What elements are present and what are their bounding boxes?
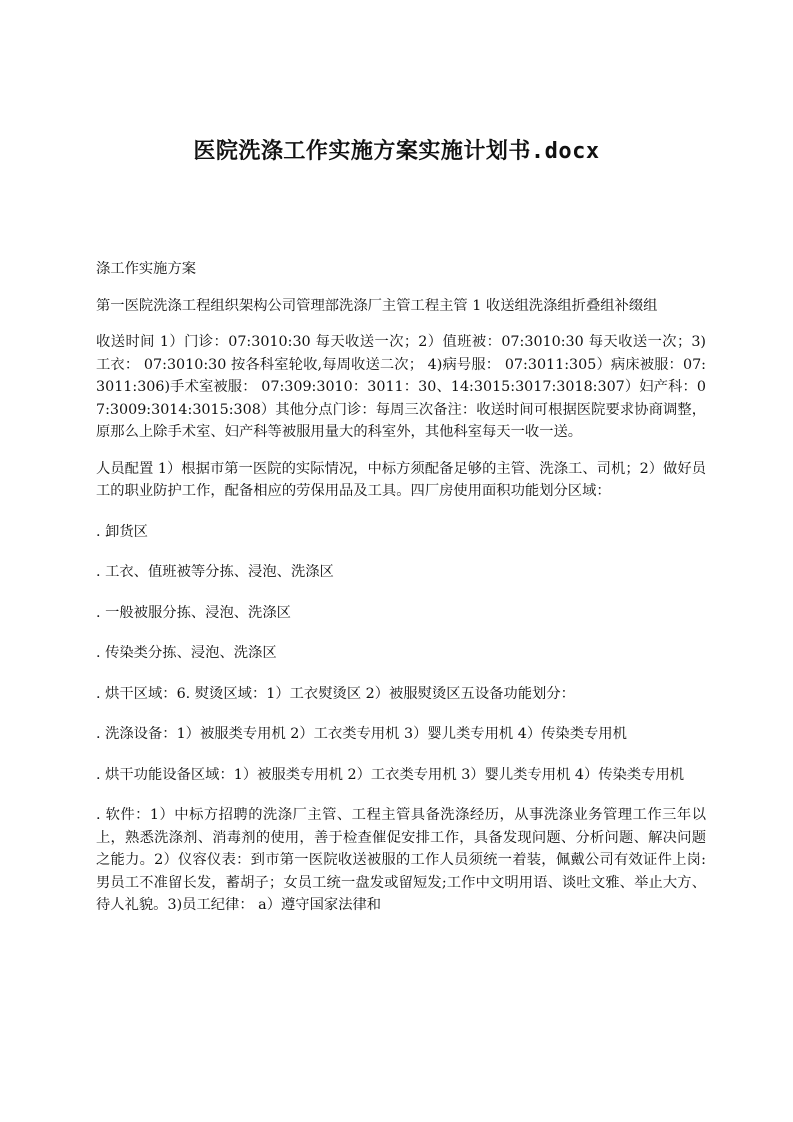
paragraph-software: . 软件：1）中标方招聘的洗涤厂主管、工程主管具备洗涤经历，从事洗涤业务管理工作三年以上，熟悉洗涤剂、消毒剂的使用，善于检查催促安排工作，具备发现问题、分析问题、解决问题之能力。2）仪容仪表：到市第一医院收送被服的工作人员须统一着装，佩戴公司有效证件上岗:男员工不准留长发，蓄胡子；女员工统一盘发或留短发;工作中文明用语、谈吐文雅、举止大方、待人礼貌。3)员工纪律： a）遵守国家法律和 xyxy=(96,807,706,913)
list-item: . 一般被服分拣、浸泡、洗涤区 xyxy=(96,604,291,621)
list-item: . 工衣、值班被等分拣、浸泡、洗涤区 xyxy=(96,564,334,580)
list-item: . 洗涤设备：1）被服类专用机 2）工衣类专用机 3）婴儿类专用机 4）传染类专用机 xyxy=(96,726,627,742)
paragraph-org-structure: 第一医院洗涤工程组织架构公司管理部洗涤厂主管工程主管 1 收送组洗涤组折叠组补缀组 xyxy=(96,297,658,314)
document-body xyxy=(96,258,706,931)
list-item: . 烘干区域：6. 熨烫区域：1）工衣熨烫区 2）被服熨烫区五设备功能划分： xyxy=(96,685,575,702)
list-item: . 传染类分拣、浸泡、洗涤区 xyxy=(96,645,277,661)
paragraph-heading: 涤工作实施方案 xyxy=(96,261,197,277)
paragraph-pickup-schedule: 收送时间 1）门诊：07:3010:30 每天收送一次；2）值班被：07:3010:30 每天收送一次；3)工衣： 07:3010:30 按各科室轮收,每周收送二次； 4)病号服： 07:3011:305）病床被服：07:3011:306)手术室被服： 07:309:3010：3011：30、14:3015:3017:3018:307）妇产科：07:3009:3014:3015:308）其他分点门诊：每周三次备注：收送时间可根据医院要求协商调整，原那么上除手术室、妇产科等被服用量大的科室外，其他科室每天一收一送。 xyxy=(96,334,706,440)
list-item: . 烘干功能设备区域：1）被服类专用机 2）工衣类专用机 3）婴儿类专用机 4）传染类专用机 xyxy=(96,766,685,783)
list-item: . 卸货区 xyxy=(96,523,148,540)
paragraph-staffing: 人员配置 1）根据市第一医院的实际情况，中标方须配备足够的主管、洗涤工、司机；2）做好员工的职业防护工作，配备相应的劳保用品及工具。四厂房使用面积功能划分区域： xyxy=(96,460,706,499)
document-title: 医院洗涤工作实施方案实施计划书.docx xyxy=(193,139,600,164)
